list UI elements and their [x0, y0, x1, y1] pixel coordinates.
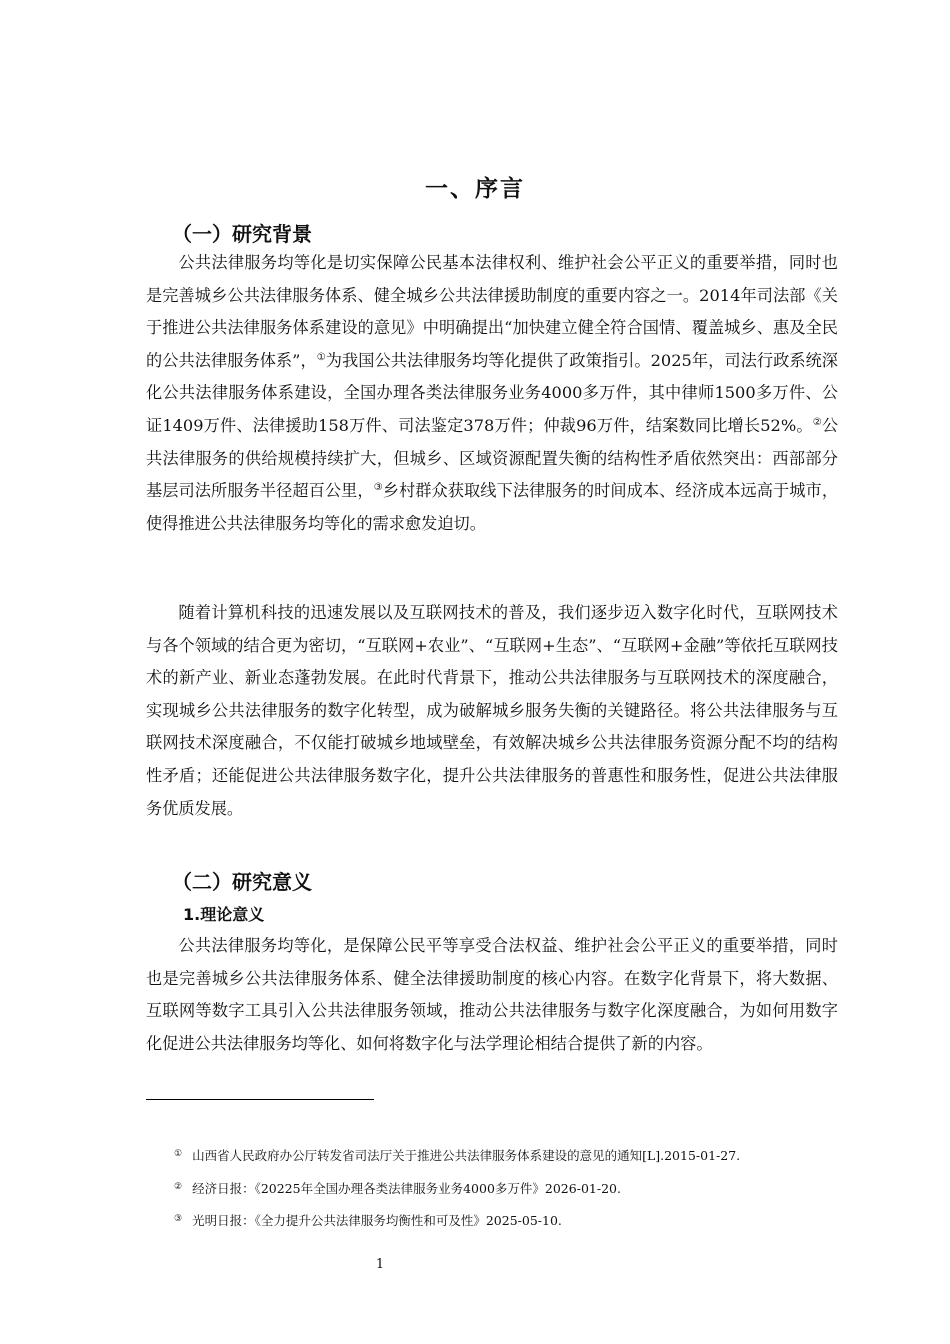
chapter-title: 一、序言: [425, 176, 525, 202]
footnote-text: 经济日报：《20225年全国办理各类法律服务业务4000多万件》2026-01-20.: [192, 1181, 621, 1196]
page-number: 1: [375, 1257, 385, 1272]
footnote-separator: [146, 1099, 374, 1100]
footnote-3: [174, 1211, 562, 1229]
footnote-mark: ③: [174, 1214, 183, 1224]
footnote-ref-2[interactable]: ②: [812, 416, 822, 428]
section-heading-significance: （二）研究意义: [172, 870, 312, 894]
paragraph-background-2: 随着计算机科技的迅速发展以及互联网技术的普及，我们逐步迈入数字化时代，互联网技术与各个领域的结合更为密切，“互联网+农业”、“互联网+生态”、“互联网+金融”等依托互联网技术的新产业、新业态蓬勃发展。在此时代背景下，推动公共法律服务与互联网技术的深度融合，实现城乡公共法律服务的数字化转型，成为破解城乡服务失衡的关键路径。将公共法律服务与互联网技术深度融合，不仅能打破城乡地域壁垒，有效解决城乡公共法律服务资源分配不均的结构性矛盾；还能促进公共法律服务数字化，提升公共法律服务的普惠性和服务性，促进公共法律服务优质发展。: [146, 603, 838, 818]
footnote-ref-3[interactable]: ③: [373, 482, 383, 494]
paragraph-background-1: [146, 247, 838, 540]
footnote-mark: ②: [174, 1182, 183, 1192]
paragraph-text: 为我国公共法律服务均等化提供了政策指引。2025年，司法行政系统深化公共法律服务体系建设，全国办理各类法律服务业务4000多万件，其中律师1500多万件、公证1409万件、法律援助158万件、司法鉴定378万件；仲裁96万件，结案数同比增长52%。: [146, 350, 838, 435]
footnote-text: 光明日报：《全力提升公共法律服务均衡性和可及性》2025-05-10.: [192, 1213, 562, 1228]
section-heading-background: （一）研究背景: [172, 222, 312, 246]
paragraph-text: 乡村群众获取线下法律服务的时间成本、经济成本远高于城市，使得推进公共法律服务均等化的需求愈发迫切。: [146, 481, 839, 533]
paragraph-text: 公共法律服务的供给规模持续扩大，但城乡、区域资源配置失衡的结构性矛盾依然突出：西部部分基层司法所服务半径超百公里，: [146, 415, 838, 501]
subsection-heading-theory: 1.理论意义: [183, 905, 265, 924]
paragraph-text: 公共法律服务均等化是切实保障公民基本法律权利、维护社会公平正义的重要举措，同时也是完善城乡公共法律服务体系、健全城乡公共法律援助制度的重要内容之一。2014年司法部《关于推进公共法律服务体系建设的意见》中明确提出“加快建立健全符合国情、覆盖城乡、惠及全民的公共法律服务体系”，: [146, 253, 838, 370]
footnote-1: [174, 1146, 740, 1164]
footnote-2: [174, 1179, 621, 1197]
paragraph-theory: 公共法律服务均等化，是保障公民平等享受合法权益、维护社会公平正义的重要举措，同时也是完善城乡公共法律服务体系、健全法律援助制度的核心内容。在数字化背景下，将大数据、互联网等数字工具引入公共法律服务领域，推动公共法律服务与数字化深度融合，为如何用数字化促进公共法律服务均等化、如何将数字化与法学理论相结合提供了新的内容。: [146, 936, 838, 1053]
footnote-mark: ①: [174, 1149, 183, 1159]
footnote-ref-1[interactable]: ①: [316, 351, 326, 363]
footnote-text: 山西省人民政府办公厅转发省司法厅关于推进公共法律服务体系建设的意见的通知[L].2015-01-27.: [192, 1148, 741, 1163]
